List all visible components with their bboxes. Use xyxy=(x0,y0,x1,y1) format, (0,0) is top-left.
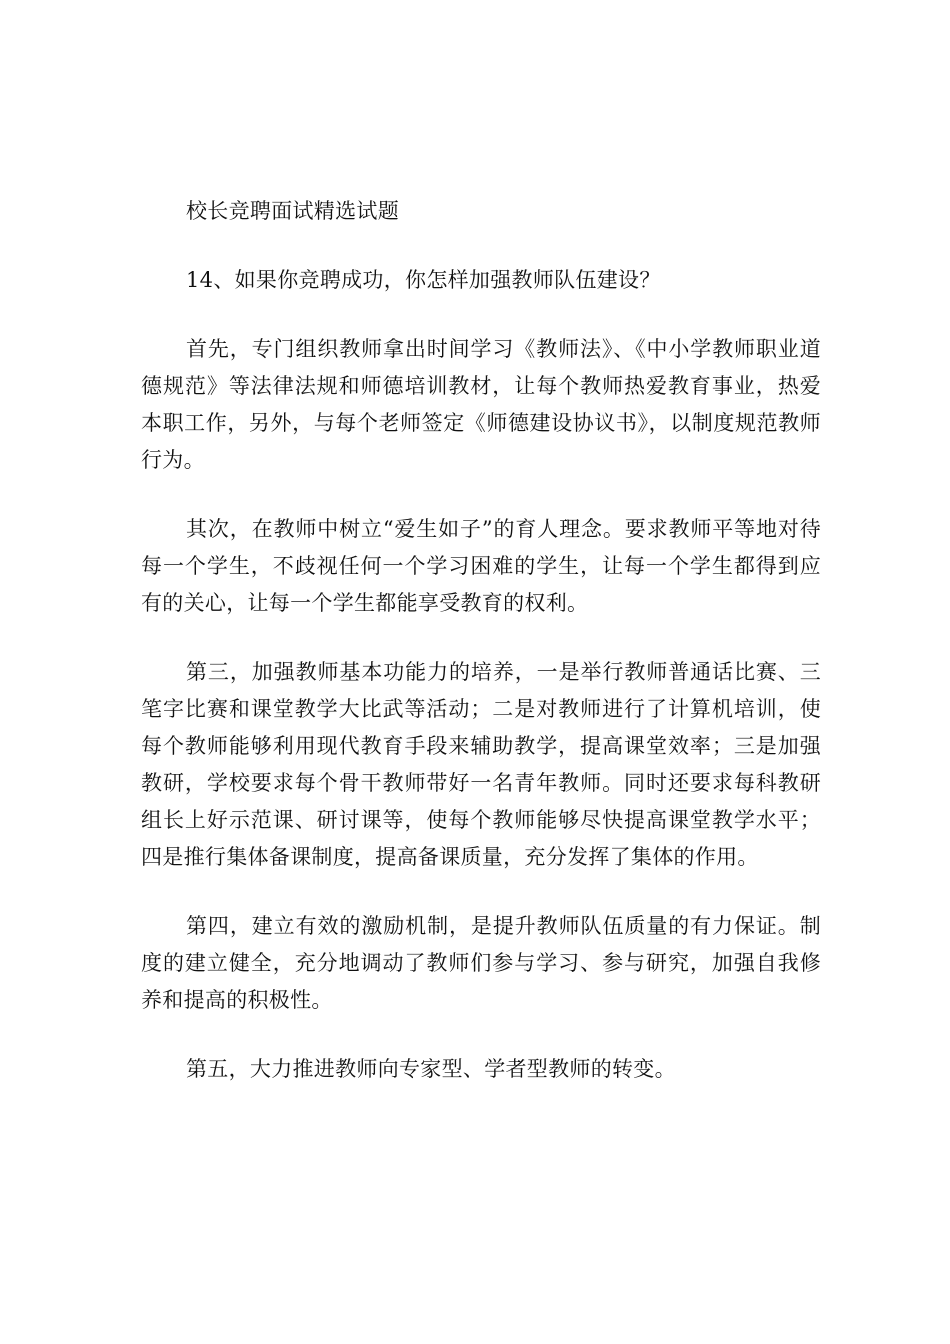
document-body xyxy=(141,193,821,1120)
paragraph-fourth: 第四，建立有效的激励机制，是提升教师队伍质量的有力保证。制度的建立健全，充分地调动了教师们参与学习、参与研究，加强自我修养和提高的积极性。 xyxy=(141,914,821,1012)
paragraph-first: 首先，专门组织教师拿出时间学习《教师法》、《中小学教师职业道德规范》等法律法规和师德培训教材，让每个教师热爱教育事业，热爱本职工作，另外，与每个老师签定《师德建设协议书》，以制度规范教师行为。 xyxy=(141,337,821,472)
paragraph-fifth: 第五，大力推进教师向专家型、学者型教师的转变。 xyxy=(186,1057,676,1081)
document-title: 校长竞聘面试精选试题 xyxy=(186,199,399,223)
question-heading: 14、如果你竞聘成功，你怎样加强教师队伍建设？ xyxy=(186,268,661,292)
paragraph-second: 其次，在教师中树立“爱生如子”的育人理念。要求教师平等地对待每一个学生，不歧视任何一个学习困难的学生，让每一个学生都得到应有的关心，让每一个学生都能享受教育的权利。 xyxy=(141,517,821,615)
paragraph-third: 第三，加强教师基本功能力的培养，一是举行教师普通话比赛、三笔字比赛和课堂教学大比武等活动；二是对教师进行了计算机培训，使每个教师能够利用现代教育手段来辅助教学，提高课堂效率；三是加强教研，学校要求每个骨干教师带好一名青年教师。同时还要求每科教研组长上好示范课、研讨课等，使每个教师能够尽快提高课堂教学水平；四是推行集体备课制度，提高备课质量，充分发挥了集体的作用。 xyxy=(141,660,821,869)
